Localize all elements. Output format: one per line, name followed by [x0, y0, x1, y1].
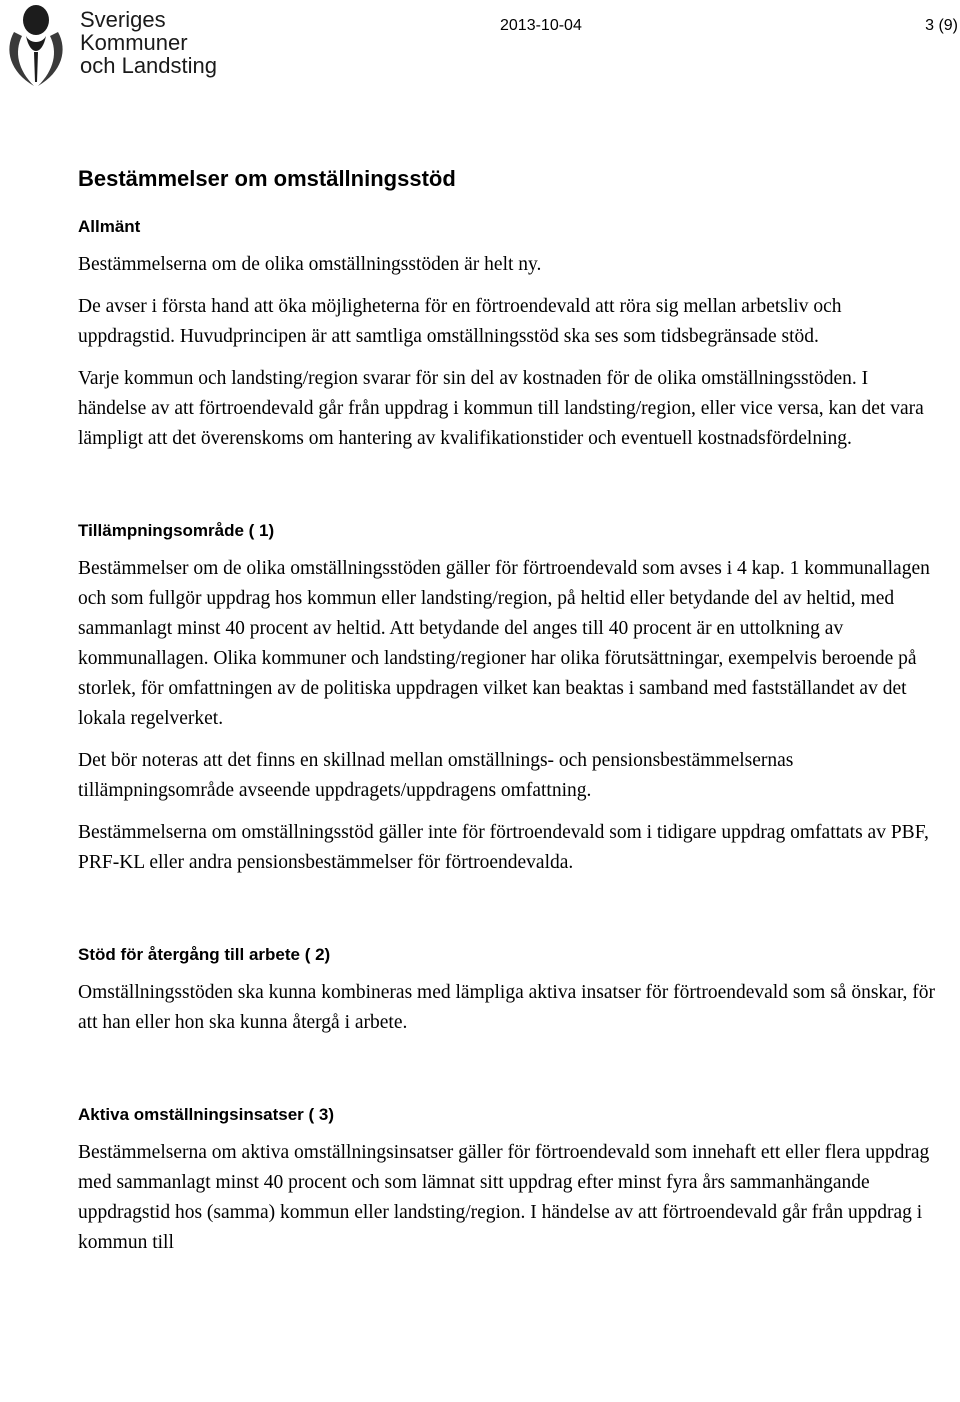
paragraph: Bestämmelserna om omställningsstöd gäller inte för förtroendevald som i tidigare uppdrag omfattats av PBF, PRF-KL eller andra pensionsbestämmelser för förtroendevalda. [78, 822, 929, 873]
paragraph: Omställningsstöden ska kunna kombineras med lämpliga aktiva insatser för förtroendevald som så önskar, för att han eller hon ska kunna återgå i arbete. [78, 982, 936, 1033]
paragraph: Det bör noteras att det finns en skillnad mellan omställnings- och pensionsbestämmelsernas tillämpningsområde avseende uppdragets/uppdragens omfattning. [78, 750, 794, 801]
section-heading: Tillämpningsområde ( 1) [78, 521, 275, 540]
paragraph: Bestämmelser om de olika omställningsstöden gäller för förtroendevald som avses i 4 kap. 1 kommunallagen och som fullgör uppdrag hos kommun eller landsting/region, på heltid eller betydande del av heltid, med sammanlagt minst 40 procent av heltid. Att betydande del anges till 40 procent är en uttolkning av kommunallagen. Olika kommuner och landsting/regioner har olika förutsättningar, exempelvis beroende på storlek, för omfattningen av de politiska uppdragen vilket kan beaktas i samband med fastställandet av det lokala regelverket. [78, 558, 930, 729]
page-title: Bestämmelser om omställningsstöd [78, 166, 456, 191]
section-return-to-work [78, 944, 938, 1038]
org-name-line: Kommuner [80, 30, 188, 55]
paragraph: Varje kommun och landsting/region svarar för sin del av kostnaden för de olika omställningsstöden. I händelse av att förtroendevald går från uppdrag i kommun till landsting/region, eller vice versa, kan det vara lämpligt att det överenskoms om hantering av kvalifikationstider och eventuell kostnadsfördelning. [78, 368, 924, 449]
org-name-line: Sveriges [80, 7, 166, 32]
page-number: 3 (9) [925, 17, 958, 34]
org-name-line: och Landsting [80, 53, 217, 78]
section-heading: Allmänt [78, 217, 141, 236]
page-header [0, 0, 960, 100]
section-general [78, 216, 938, 454]
organization-name [80, 8, 217, 77]
paragraph: De avser i första hand att öka möjligheterna för en förtroendevald att röra sig mellan arbetsliv och uppdragstid. Huvudprincipen är att samtliga omställningsstöd ska ses som tidsbegränsade stöd. [78, 296, 842, 347]
paragraph: Bestämmelserna om de olika omställningsstöden är helt ny. [78, 254, 542, 275]
section-active-measures [78, 1104, 938, 1258]
section-heading: Stöd för återgång till arbete ( 2) [78, 945, 331, 964]
section-scope [78, 520, 938, 878]
paragraph: Bestämmelserna om aktiva omställningsinsatser gäller för förtroendevald som innehaft ett eller flera uppdrag med sammanlagt minst 40 procent och som lämnat sitt uppdrag efter minst fyra års sammanhängande uppdragstid hos (samma) kommun eller landsting/region. I händelse av att förtroendevald går från uppdrag i kommun till [78, 1142, 930, 1253]
section-heading: Aktiva omställningsinsatser ( 3) [78, 1105, 335, 1124]
document-date: 2013-10-04 [500, 17, 582, 34]
organization-logo-icon [4, 2, 68, 88]
document-body [78, 164, 938, 1270]
